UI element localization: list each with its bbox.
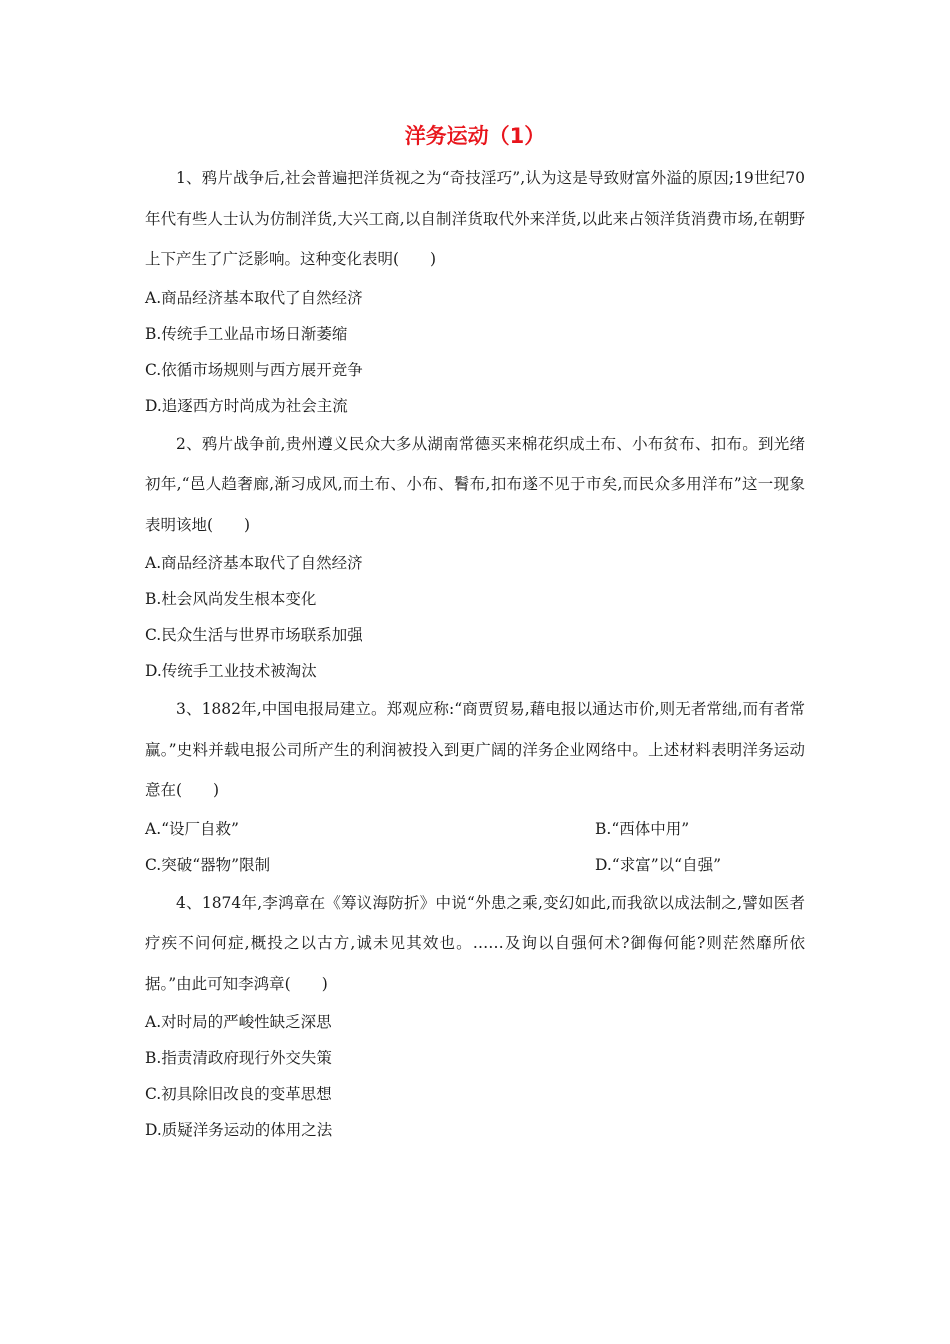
question-3-options-row-2 xyxy=(145,847,805,883)
question-3-options-row-1 xyxy=(145,811,805,847)
question-1-option-d: D.追逐西方时尚成为社会主流 xyxy=(145,396,348,415)
question-1 xyxy=(145,158,805,424)
question-3-option-c: C.突破“器物”限制 xyxy=(145,855,271,874)
question-2 xyxy=(145,424,805,690)
question-2-option-d: D.传统手工业技术被淘汰 xyxy=(145,662,317,680)
question-2-option-a: A.商品经济基本取代了自然经济 xyxy=(145,554,363,572)
question-1-stem: 1、鸦片战争后,社会普遍把洋货视之为“奇技淫巧”,认为这是导致财富外溢的原因;19世纪70年代有些人士认为仿制洋货,大兴工商,以自制洋货取代外来洋货,以此来占领洋货消费市场,在朝野上下产生了广泛影响。这种变化表明( ) xyxy=(145,169,805,268)
question-4-option-a: A.对时局的严峻性缺乏深思 xyxy=(145,1013,332,1031)
question-4-option-b: B.指责清政府现行外交失策 xyxy=(145,1049,332,1067)
question-2-option-c: C.民众生活与世界市场联系加强 xyxy=(145,626,363,644)
question-1-option-a: A.商品经济基本取代了自然经济 xyxy=(145,288,363,307)
question-1-option-c: C.依循市场规则与西方展开竞争 xyxy=(145,360,363,379)
question-1-option-b: B.传统手工业品市场日渐萎缩 xyxy=(145,324,348,343)
document-body xyxy=(145,158,805,1148)
question-4-stem: 4、1874年,李鸿章在《筹议海防折》中说“外患之乘,变幻如此,而我欲以成法制之,譬如医者疗疾不问何症,概投之以古方,诚未见其效也。……及询以自强何术?御侮何能?则茫然靡所依据。”由此可知李鸿章( ) xyxy=(145,893,805,993)
question-3 xyxy=(145,689,805,883)
document-title: 洋务运动（1） xyxy=(404,124,546,148)
question-4-option-d: D.质疑洋务运动的体用之法 xyxy=(145,1121,333,1139)
question-2-stem: 2、鸦片战争前,贵州遵义民众大多从湖南常德买来棉花织成土布、小布贫布、扣布。到光绪初年,“邑人趋奢廊,渐习成风,而土布、小布、鬌布,扣布遂不见于市矣,而民众多用洋布”这一现象表明该地( ) xyxy=(145,434,805,534)
question-3-option-a: A.“设厂自救” xyxy=(145,819,239,838)
question-4-option-c: C.初具除旧改良的变革思想 xyxy=(145,1085,332,1103)
question-3-stem: 3、1882年,中国电报局建立。郑观应称:“商贾贸易,藉电报以通达市价,则无者常绌,而有者常赢。”史料并载电报公司所产生的利润被投入到更广阔的洋务企业网络中。上述材料表明洋务运动意在( ) xyxy=(145,700,805,799)
question-3-option-d: D.“求富”以“自强” xyxy=(595,855,721,874)
question-2-option-b: B.杜会风尚发生根本变化 xyxy=(145,590,317,608)
question-4 xyxy=(145,883,805,1149)
question-3-option-b: B.“西体中用” xyxy=(595,819,690,838)
